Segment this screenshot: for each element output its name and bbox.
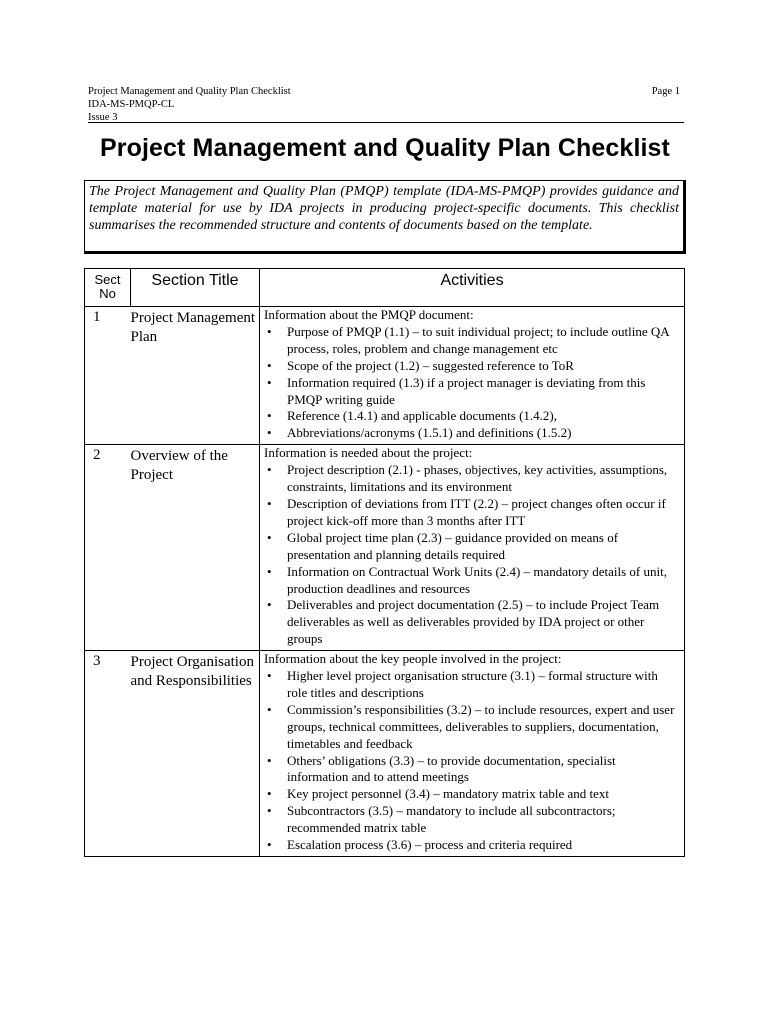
bullet-icon: • <box>267 786 272 802</box>
activities-list <box>264 668 680 854</box>
list-item-text: Project description (2.1) - phases, objectives, key activities, assumptions, constraints, limitations and its environment <box>287 462 668 495</box>
table-header-row <box>85 269 685 307</box>
section-number: 2 <box>85 445 131 651</box>
list-item <box>264 530 680 564</box>
list-item <box>264 375 680 409</box>
list-item <box>264 803 680 837</box>
bullet-icon: • <box>267 701 272 717</box>
list-item <box>264 496 680 530</box>
bullet-icon: • <box>267 323 272 339</box>
bullet-icon: • <box>267 563 272 579</box>
list-item-text: Scope of the project (1.2) – suggested reference to ToR <box>287 357 574 373</box>
section-title: Project Management Plan <box>131 307 260 445</box>
list-item-text: Global project time plan (2.3) – guidance provided on means of presentation and planning details required <box>287 529 619 562</box>
list-item-text: Information on Contractual Work Units (2.4) – mandatory details of unit, production deadlines and resources <box>287 563 667 596</box>
section-title: Project Organisation and Responsibilities <box>131 651 260 857</box>
list-item-text: Higher level project organisation structure (3.1) – formal structure with role titles and descriptions <box>287 668 658 700</box>
section-title: Overview of the Project <box>131 445 260 651</box>
bullet-icon: • <box>267 529 272 545</box>
bullet-icon: • <box>267 495 272 511</box>
bullet-icon: • <box>267 462 272 478</box>
list-item <box>264 358 680 375</box>
list-item-text: Reference (1.4.1) and applicable documents (1.4.2), <box>287 408 558 424</box>
list-item <box>264 753 680 787</box>
list-item-text: Description of deviations from ITT (2.2) – project changes often occur if project kick-off more than 3 months after ITT <box>287 495 666 528</box>
header-issue: Issue 3 <box>88 112 118 123</box>
header-doc-id: IDA-MS-PMQP-CL <box>88 99 175 110</box>
bullet-icon: • <box>267 357 272 373</box>
list-item <box>264 324 680 358</box>
list-item <box>264 786 680 803</box>
list-item <box>264 837 680 854</box>
list-item-text: Key project personnel (3.4) – mandatory matrix table and text <box>287 786 610 802</box>
list-item <box>264 668 680 702</box>
document-header <box>88 85 684 124</box>
list-item-text: Information required (1.3) if a project manager is deviating from this PMQP writing guide <box>287 374 646 407</box>
activities-intro: Information about the PMQP document: <box>264 307 474 322</box>
section-activities <box>260 651 685 857</box>
header-sect-no: Sect No <box>85 269 131 307</box>
bullet-icon: • <box>267 408 272 424</box>
bullet-icon: • <box>267 752 272 768</box>
activities-list <box>264 324 680 442</box>
list-item-text: Commission’s responsibilities (3.2) – to include resources, expert and user groups, technical committees, deliverables to suppliers, documentation, timetables and feedback <box>287 701 675 751</box>
header-divider <box>88 122 684 123</box>
header-page-number: Page 1 <box>651 86 680 97</box>
bullet-icon: • <box>267 597 272 613</box>
section-activities <box>260 445 685 651</box>
list-item-text: Abbreviations/acronyms (1.5.1) and definitions (1.5.2) <box>287 425 572 441</box>
activities-intro: Information about the key people involved in the project: <box>264 651 562 667</box>
list-item <box>264 425 680 442</box>
list-item <box>264 702 680 753</box>
header-doc-title: Project Management and Quality Plan Checklist <box>88 86 291 97</box>
intro-box: The Project Management and Quality Plan (PMQP) template (IDA-MS-PMQP) provides guidance and template material for use by IDA projects in producing project-specific documents. This checklist summarises the recommended structure and contents of documents based on the template. <box>84 180 686 254</box>
list-item-text: Subcontractors (3.5) – mandatory to include all subcontractors; recommended matrix table <box>287 803 616 836</box>
list-item <box>264 564 680 598</box>
list-item-text: Purpose of PMQP (1.1) – to suit individual project; to include outline QA process, roles, problem and change management etc <box>287 323 669 356</box>
list-item-text: Escalation process (3.6) – process and criteria required <box>287 837 573 853</box>
bullet-icon: • <box>267 668 272 684</box>
bullet-icon: • <box>267 837 272 853</box>
activities-intro: Information is needed about the project: <box>264 445 473 461</box>
list-item-text: Deliverables and project documentation (2.5) – to include Project Team deliverables as well as deliverables provided by IDA project or other groups <box>287 597 660 647</box>
bullet-icon: • <box>267 425 272 441</box>
list-item-text: Others’ obligations (3.3) – to provide documentation, specialist information and to attend meetings <box>287 752 616 785</box>
header-section-title: Section Title <box>131 269 260 307</box>
list-item <box>264 462 680 496</box>
list-item <box>264 408 680 425</box>
bullet-icon: • <box>267 803 272 819</box>
header-activities: Activities <box>260 269 685 307</box>
section-number: 3 <box>85 651 131 857</box>
checklist-table <box>84 268 685 857</box>
bullet-icon: • <box>267 374 272 390</box>
list-item <box>264 597 680 648</box>
section-number: 1 <box>85 307 131 445</box>
table-row <box>85 651 685 857</box>
table-row <box>85 307 685 445</box>
page-title: Project Management and Quality Plan Checklist <box>100 134 670 162</box>
section-activities <box>260 307 685 445</box>
table-row <box>85 445 685 651</box>
activities-list <box>264 462 680 648</box>
